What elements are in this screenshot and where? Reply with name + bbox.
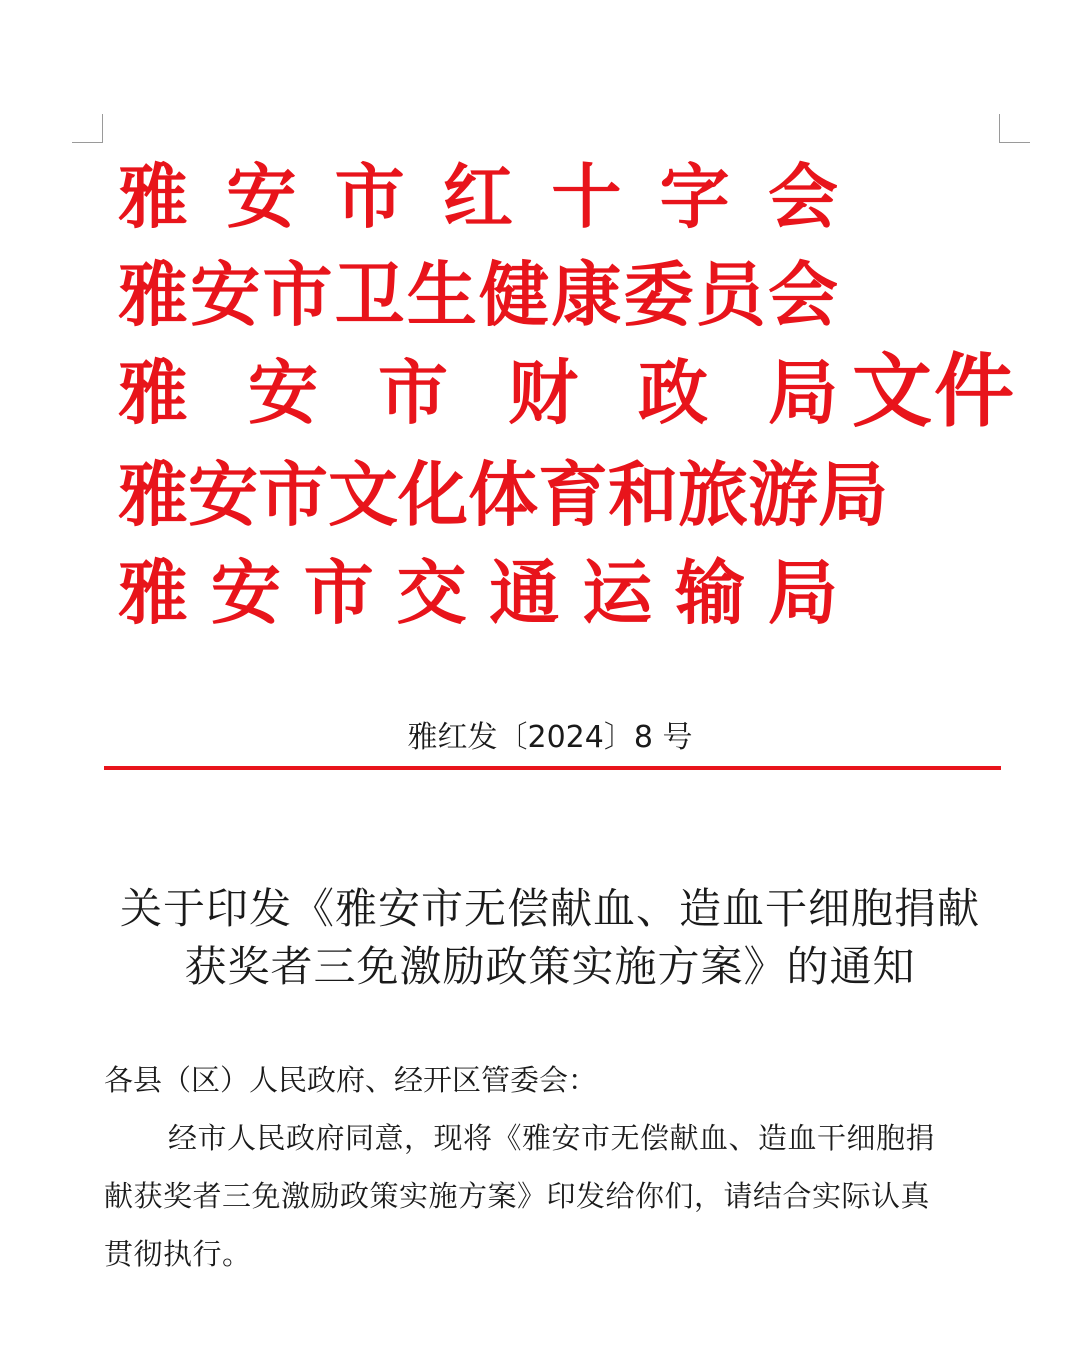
salutation: 各县（区）人民政府、经开区管委会： (104, 1063, 598, 1097)
issuer-name: 雅 安 市 红 十 字 会 (118, 156, 838, 238)
document-number: 雅红发〔2024〕8 号 (407, 720, 693, 755)
issuer-header (0, 0, 1080, 660)
issuer-name: 雅 安 市 交 通 运 输 局 (118, 552, 838, 634)
body-text-line: 贯彻执行。 (104, 1237, 252, 1271)
body-text-line: 献获奖者三免激励政策实施方案》印发给你们，请结合实际认真 (104, 1179, 931, 1213)
issuer-name: 雅 安 市 财 政 局 (118, 352, 838, 434)
document-word: 文件 (852, 345, 1016, 438)
body-text-line: 经市人民政府同意，现将《雅安市无偿献血、造血干细胞捐 (168, 1121, 936, 1155)
red-divider-line (104, 766, 1001, 770)
issuer-name: 雅 安 市 文 化 体 育 和 旅 游 局 (118, 454, 888, 536)
notice-title-line-2: 获奖者三免激励政策实施方案》的通知 (184, 942, 916, 991)
issuer-name: 雅 安 市 卫 生 健 康 委 员 会 (118, 254, 838, 336)
notice-title-line-1: 关于印发《雅安市无偿献血、造血干细胞捐献 (119, 884, 980, 933)
